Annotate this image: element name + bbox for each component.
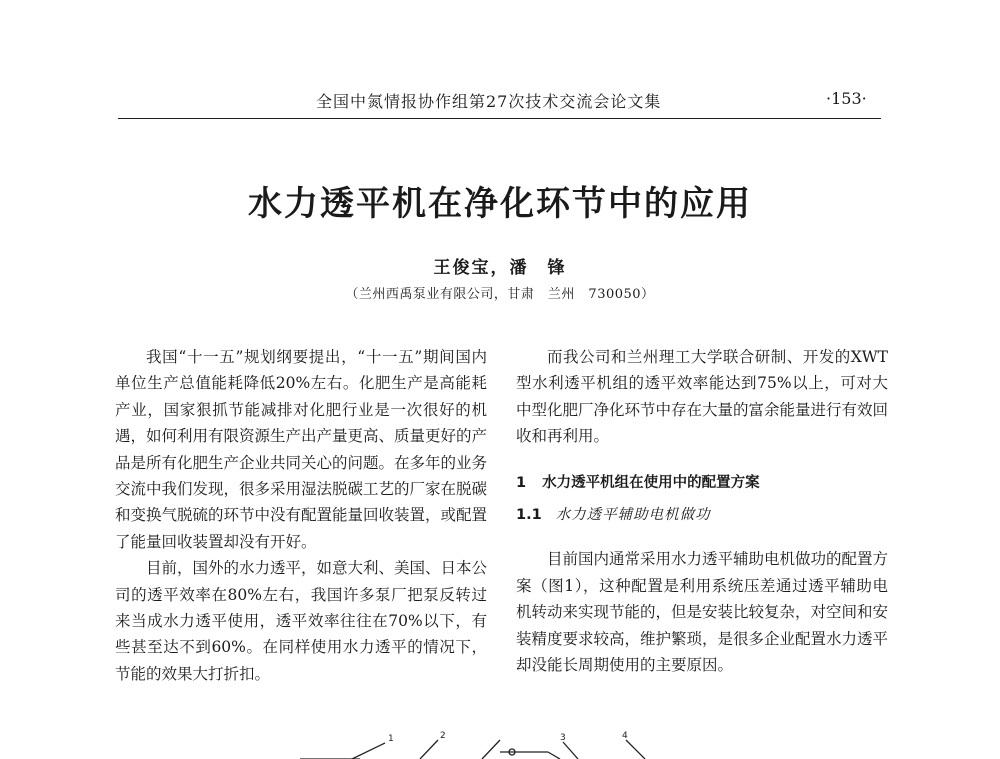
article-title: 水力透平机在净化环节中的应用 [248, 184, 752, 224]
section-number: 1 [516, 474, 527, 491]
body-paragraph: 而我公司和兰州理工大学联合研制、开发的XWT型水利透平机组的透平效率能达到75%以上，可对大中型化肥厂净化环节中存在大量的富余能量进行有效回收和再利用。 [516, 348, 889, 446]
section-title: 水力透平机组在使用中的配置方案 [542, 474, 760, 491]
article-affiliation: （兰州西禹泵业有限公司，甘肃 兰州 730050） [345, 287, 655, 302]
body-paragraph: 目前国内通常采用水力透平辅助电机做功的配置方案（图1），这种配置是利用系统压差通过透平辅助电机转动来实现节能的，但是安装比较复杂，对空间和安装精度要求较高，维护繁琐，是很多企业配置水力透平却没能长周期使用的主要原因。 [516, 550, 889, 675]
figure-line [548, 752, 560, 759]
figure-leader-line [420, 740, 438, 759]
article-authors: 王俊宝，潘 锋 [433, 258, 567, 278]
figure-leader-line [482, 740, 500, 759]
figure-leader-line [563, 742, 578, 759]
figure-label: 2 [440, 731, 446, 741]
body-paragraph: 目前，国外的水力透平，如意大利、美国、日本公司的透平效率在80%左右，我国许多泵厂把泵反转过来当成水力透平使用，透平效率往往在70%以下，有些甚至达不到60%。在同样使用水力透平的情况下，节能的效果大打折扣。 [115, 559, 488, 683]
figure-leader-line [352, 743, 385, 759]
subsection-title: 水力透平辅助电机做功 [555, 507, 711, 524]
running-title: 全国中氮情报协作组第27次技术交流会论文集 [316, 92, 662, 111]
body-paragraph: 我国“十一五”规划纲要提出，“十一五”期间国内单位生产总值能耗降低20%左右。化肥生产是高能耗产业，国家狠抓节能减排对化肥行业是一次很好的机遇，如何利用有限资源生产出产量更高、质量更好的产品是所有化肥生产企业共同关心的问题。在多年的业务交流中我们发现，很多采用湿法脱碳工艺的厂家在脱碳和变换气脱硫的环节中没有配置能量回收装置，或配置了能量回收装置却没有开好。 [115, 348, 488, 551]
figure-label: 4 [622, 731, 628, 741]
subsection-number: 1.1 [516, 507, 542, 524]
figure-label: 3 [560, 733, 566, 743]
figure-leader-line [626, 740, 645, 759]
page-number: ·153· [826, 89, 867, 108]
figure-label: 1 [388, 734, 394, 744]
